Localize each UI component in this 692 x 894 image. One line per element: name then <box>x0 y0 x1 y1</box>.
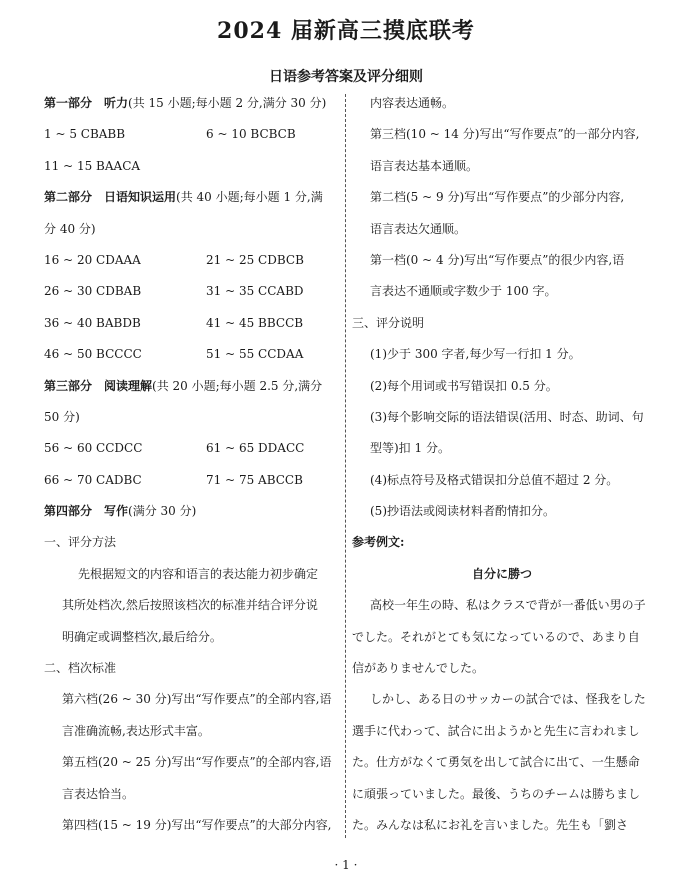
paragraph-line: 第三档(10 ~ 14 分)写出“写作要点”的一部分内容, <box>370 127 640 142</box>
paragraph-line: 言表达恰当。 <box>62 786 135 801</box>
subsection-heading: 二、档次标准 <box>44 661 117 676</box>
section-detail-cont: 50 分) <box>44 409 80 424</box>
answer-row <box>44 155 336 186</box>
paragraph-line: 语言表达基本通顺。 <box>370 158 479 173</box>
note-item: (5)抄语法或阅读材料者酌情扣分。 <box>370 504 555 519</box>
note-item: (1)少于 300 字者,每少写一行扣 1 分。 <box>370 347 581 362</box>
paragraph-line: 明确定或调整档次,最后给分。 <box>62 629 222 644</box>
paragraph-line: 内容表达通畅。 <box>370 96 455 110</box>
paragraph-line: 先根据短文的内容和语言的表达能力初步确定 <box>78 566 319 581</box>
section-detail-cont: 分 40 分) <box>44 221 96 236</box>
essay-line: に頑張っていました。最後、うちのチームは勝ちまし <box>352 786 641 801</box>
section-detail: (满分 30 分) <box>128 504 197 519</box>
paragraph-line: 第四档(15 ~ 19 分)写出“写作要点”的大部分内容, <box>62 817 332 832</box>
section-heading <box>44 92 336 123</box>
right-column <box>352 92 652 845</box>
answer-group: 1 ~ 5 CBABB <box>44 127 126 142</box>
section-heading <box>44 375 336 406</box>
essay-line: しかし、ある日のサッカーの試合では、怪我をした <box>370 692 646 707</box>
section-heading <box>44 500 336 531</box>
section-detail: (共 20 小题;每小题 2.5 分,满分 <box>152 378 323 393</box>
answer-group: 36 ~ 40 BABDB <box>44 315 141 330</box>
essay-line: 選手に代わって、試合に出ようかと先生に言われまし <box>352 723 640 738</box>
essay-line: 信がありませんでした。 <box>352 661 485 676</box>
paragraph-line: 第六档(26 ~ 30 分)写出“写作要点”的全部内容,语 <box>62 692 332 707</box>
note-item: (3)每个影响交际的语法错误(活用、时态、助词、句 <box>370 409 644 424</box>
answer-group: 71 ~ 75 ABCCB <box>206 472 303 487</box>
section-label: 第一部分 听力 <box>44 96 129 110</box>
subsection-heading: 一、评分方法 <box>44 535 117 550</box>
left-column <box>44 92 336 845</box>
answer-row <box>44 343 336 374</box>
section-detail: (共 40 小题;每小题 1 分,满 <box>176 190 323 205</box>
answer-group: 26 ~ 30 CDBAB <box>44 284 142 299</box>
section-label: 第四部分 写作 <box>44 504 129 519</box>
answer-group: 61 ~ 65 DDACC <box>206 441 305 456</box>
page-number: · 1 · <box>334 858 358 872</box>
answer-group: 21 ~ 25 CDBCB <box>206 252 304 267</box>
answer-group: 51 ~ 55 CCDAA <box>206 347 304 362</box>
note-item: (4)标点符号及格式错误扣分总值不超过 2 分。 <box>370 472 619 487</box>
answer-group: 16 ~ 20 CDAAA <box>44 252 141 267</box>
essay-line: 高校一年生の時、私はクラスで背が一番低い男の子 <box>370 598 646 613</box>
paragraph-line: 第五档(20 ~ 25 分)写出“写作要点”的全部内容,语 <box>62 755 332 770</box>
section-label: 第三部分 阅读理解 <box>44 378 153 393</box>
paragraph-line: 第一档(0 ~ 4 分)写出“写作要点”的很少内容,语 <box>370 252 625 267</box>
answer-group: 46 ~ 50 BCCCC <box>44 347 142 362</box>
section-heading <box>44 186 336 217</box>
answer-group: 41 ~ 45 BBCCB <box>206 315 304 330</box>
paragraph-line: 其所处档次,然后按照该档次的标准并结合评分说 <box>62 598 318 613</box>
answer-group: 11 ~ 15 BAACA <box>44 158 141 173</box>
answer-group: 31 ~ 35 CCABD <box>206 284 304 299</box>
note-item: (2)每个用词或书写错误扣 0.5 分。 <box>370 378 558 393</box>
answer-row <box>44 437 336 468</box>
answer-row <box>44 123 336 154</box>
essay-line: た。みんなは私にお礼を言いました。先生も「劉さ <box>352 817 629 832</box>
paragraph-line: 言准确流畅,表达形式丰富。 <box>62 723 210 738</box>
paragraph-line: 第二档(5 ~ 9 分)写出“写作要点”的少部分内容, <box>370 190 625 205</box>
answer-row <box>44 469 336 500</box>
paragraph-line: 语言表达欠通顺。 <box>370 221 467 236</box>
reference-heading: 参考例文: <box>352 535 405 550</box>
document-subtitle: 日语参考答案及评分细则 <box>269 69 423 85</box>
answer-row <box>44 280 336 311</box>
essay-title: 自分に勝つ <box>471 566 532 581</box>
section-detail: (共 15 小题;每小题 2 分,满分 30 分) <box>128 96 327 110</box>
section-label: 第二部分 日语知识运用 <box>44 190 177 205</box>
column-divider <box>345 94 346 838</box>
note-item: 型等)扣 1 分。 <box>370 441 450 456</box>
paragraph-line: 言表达不通顺或字数少于 100 字。 <box>370 284 557 299</box>
answer-group: 56 ~ 60 CCDCC <box>44 441 143 456</box>
answer-group: 6 ~ 10 BCBCB <box>206 127 296 142</box>
subsection-heading: 三、评分说明 <box>352 315 425 330</box>
essay-line: でした。それがとても気になっているので、あまり自 <box>352 629 640 644</box>
answer-row <box>44 312 336 343</box>
essay-line: た。仕方がなくて勇気を出して試合に出て、一生懸命 <box>352 755 640 770</box>
document-title: 2024 届新高三摸底联考 <box>217 18 475 44</box>
answer-group: 66 ~ 70 CADBC <box>44 472 142 487</box>
answer-row <box>44 249 336 280</box>
